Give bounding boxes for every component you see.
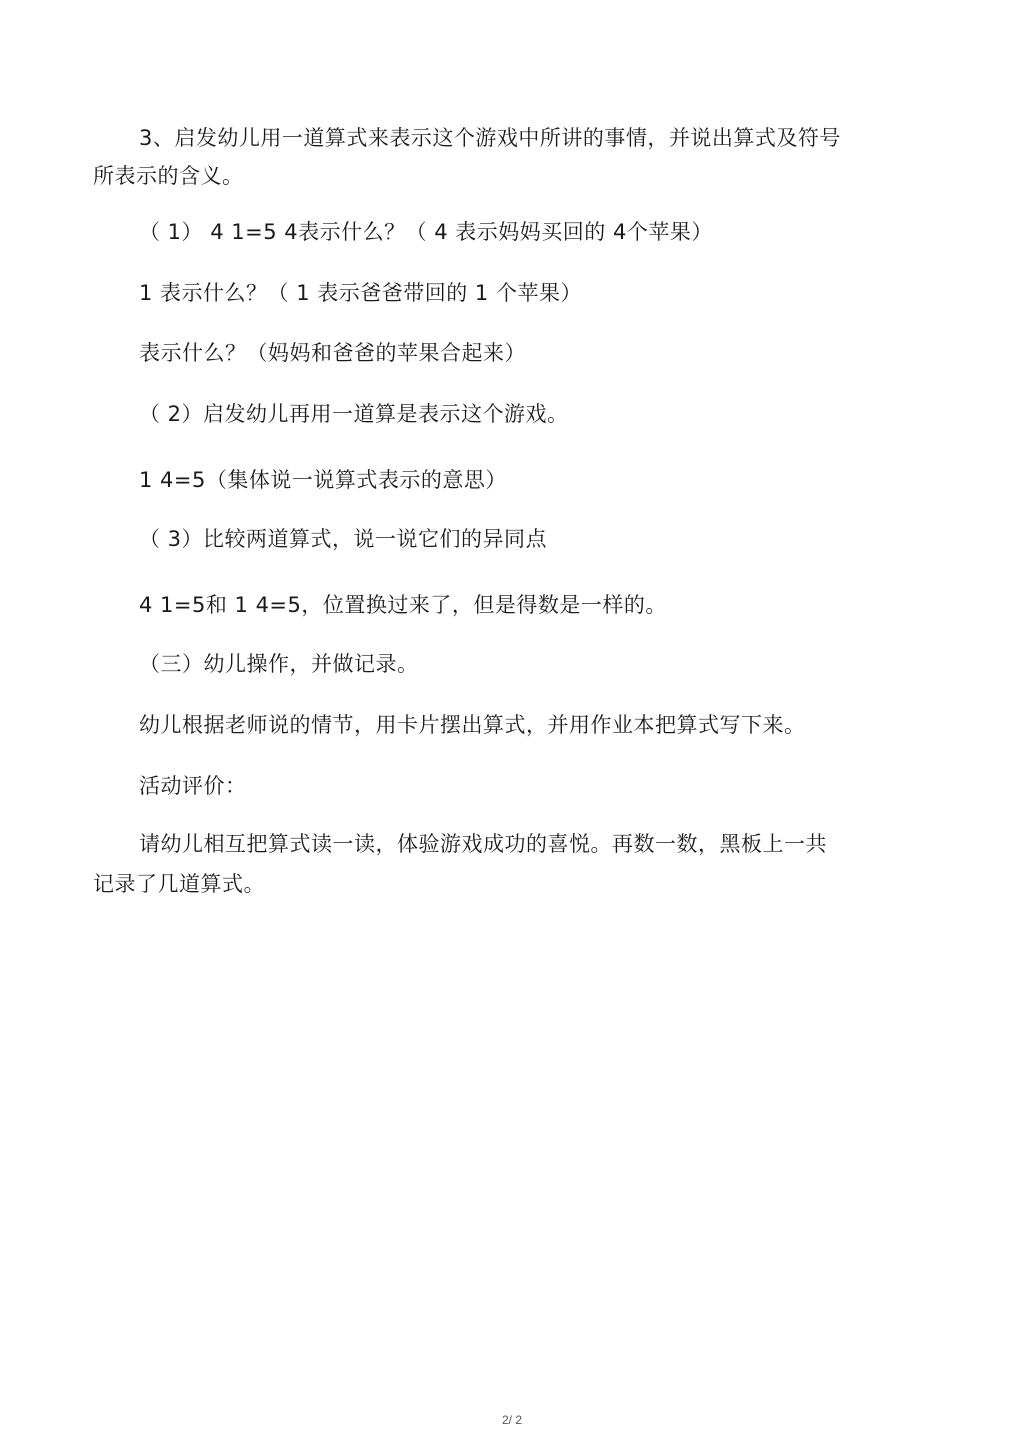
paragraph-plus-meaning: 表示什么？（妈妈和爸爸的苹果合起来） bbox=[139, 341, 526, 365]
paragraph-one-meaning: 1 表示什么？（ 1 表示爸爸带回的 1 个苹果） bbox=[139, 281, 582, 305]
section-heading-3: （三）幼儿操作，并做记录。 bbox=[139, 652, 419, 676]
paragraph-step-3: 3、启发幼儿用一道算式来表示这个游戏中所讲的事情，并说出算式及符号 bbox=[139, 126, 841, 150]
heading-evaluation: 活动评价： bbox=[139, 774, 247, 798]
paragraph-sub-1: （ 1） 4 1=5 4表示什么？（ 4 表示妈妈买回的 4个苹果） bbox=[139, 220, 713, 244]
paragraph-step-3-continued: 所表示的含义。 bbox=[93, 164, 244, 188]
paragraph-sub-2: （ 2）启发幼儿再用一道算是表示这个游戏。 bbox=[139, 402, 569, 426]
paragraph-sub-3: （ 3）比较两道算式，说一说它们的异同点 bbox=[139, 527, 548, 551]
page-number: 2/ 2 bbox=[501, 1413, 522, 1427]
paragraph-evaluation: 请幼儿相互把算式读一读，体验游戏成功的喜悦。再数一数，黑板上一共 bbox=[139, 832, 827, 856]
paragraph-evaluation-continued: 记录了几道算式。 bbox=[93, 872, 265, 896]
paragraph-equation-2: 1 4=5（集体说一说算式表示的意思） bbox=[139, 468, 507, 492]
paragraph-operation: 幼儿根据老师说的情节，用卡片摆出算式，并用作业本把算式写下来。 bbox=[139, 713, 806, 737]
paragraph-comparison: 4 1=5和 1 4=5，位置换过来了，但是得数是一样的。 bbox=[139, 593, 667, 617]
